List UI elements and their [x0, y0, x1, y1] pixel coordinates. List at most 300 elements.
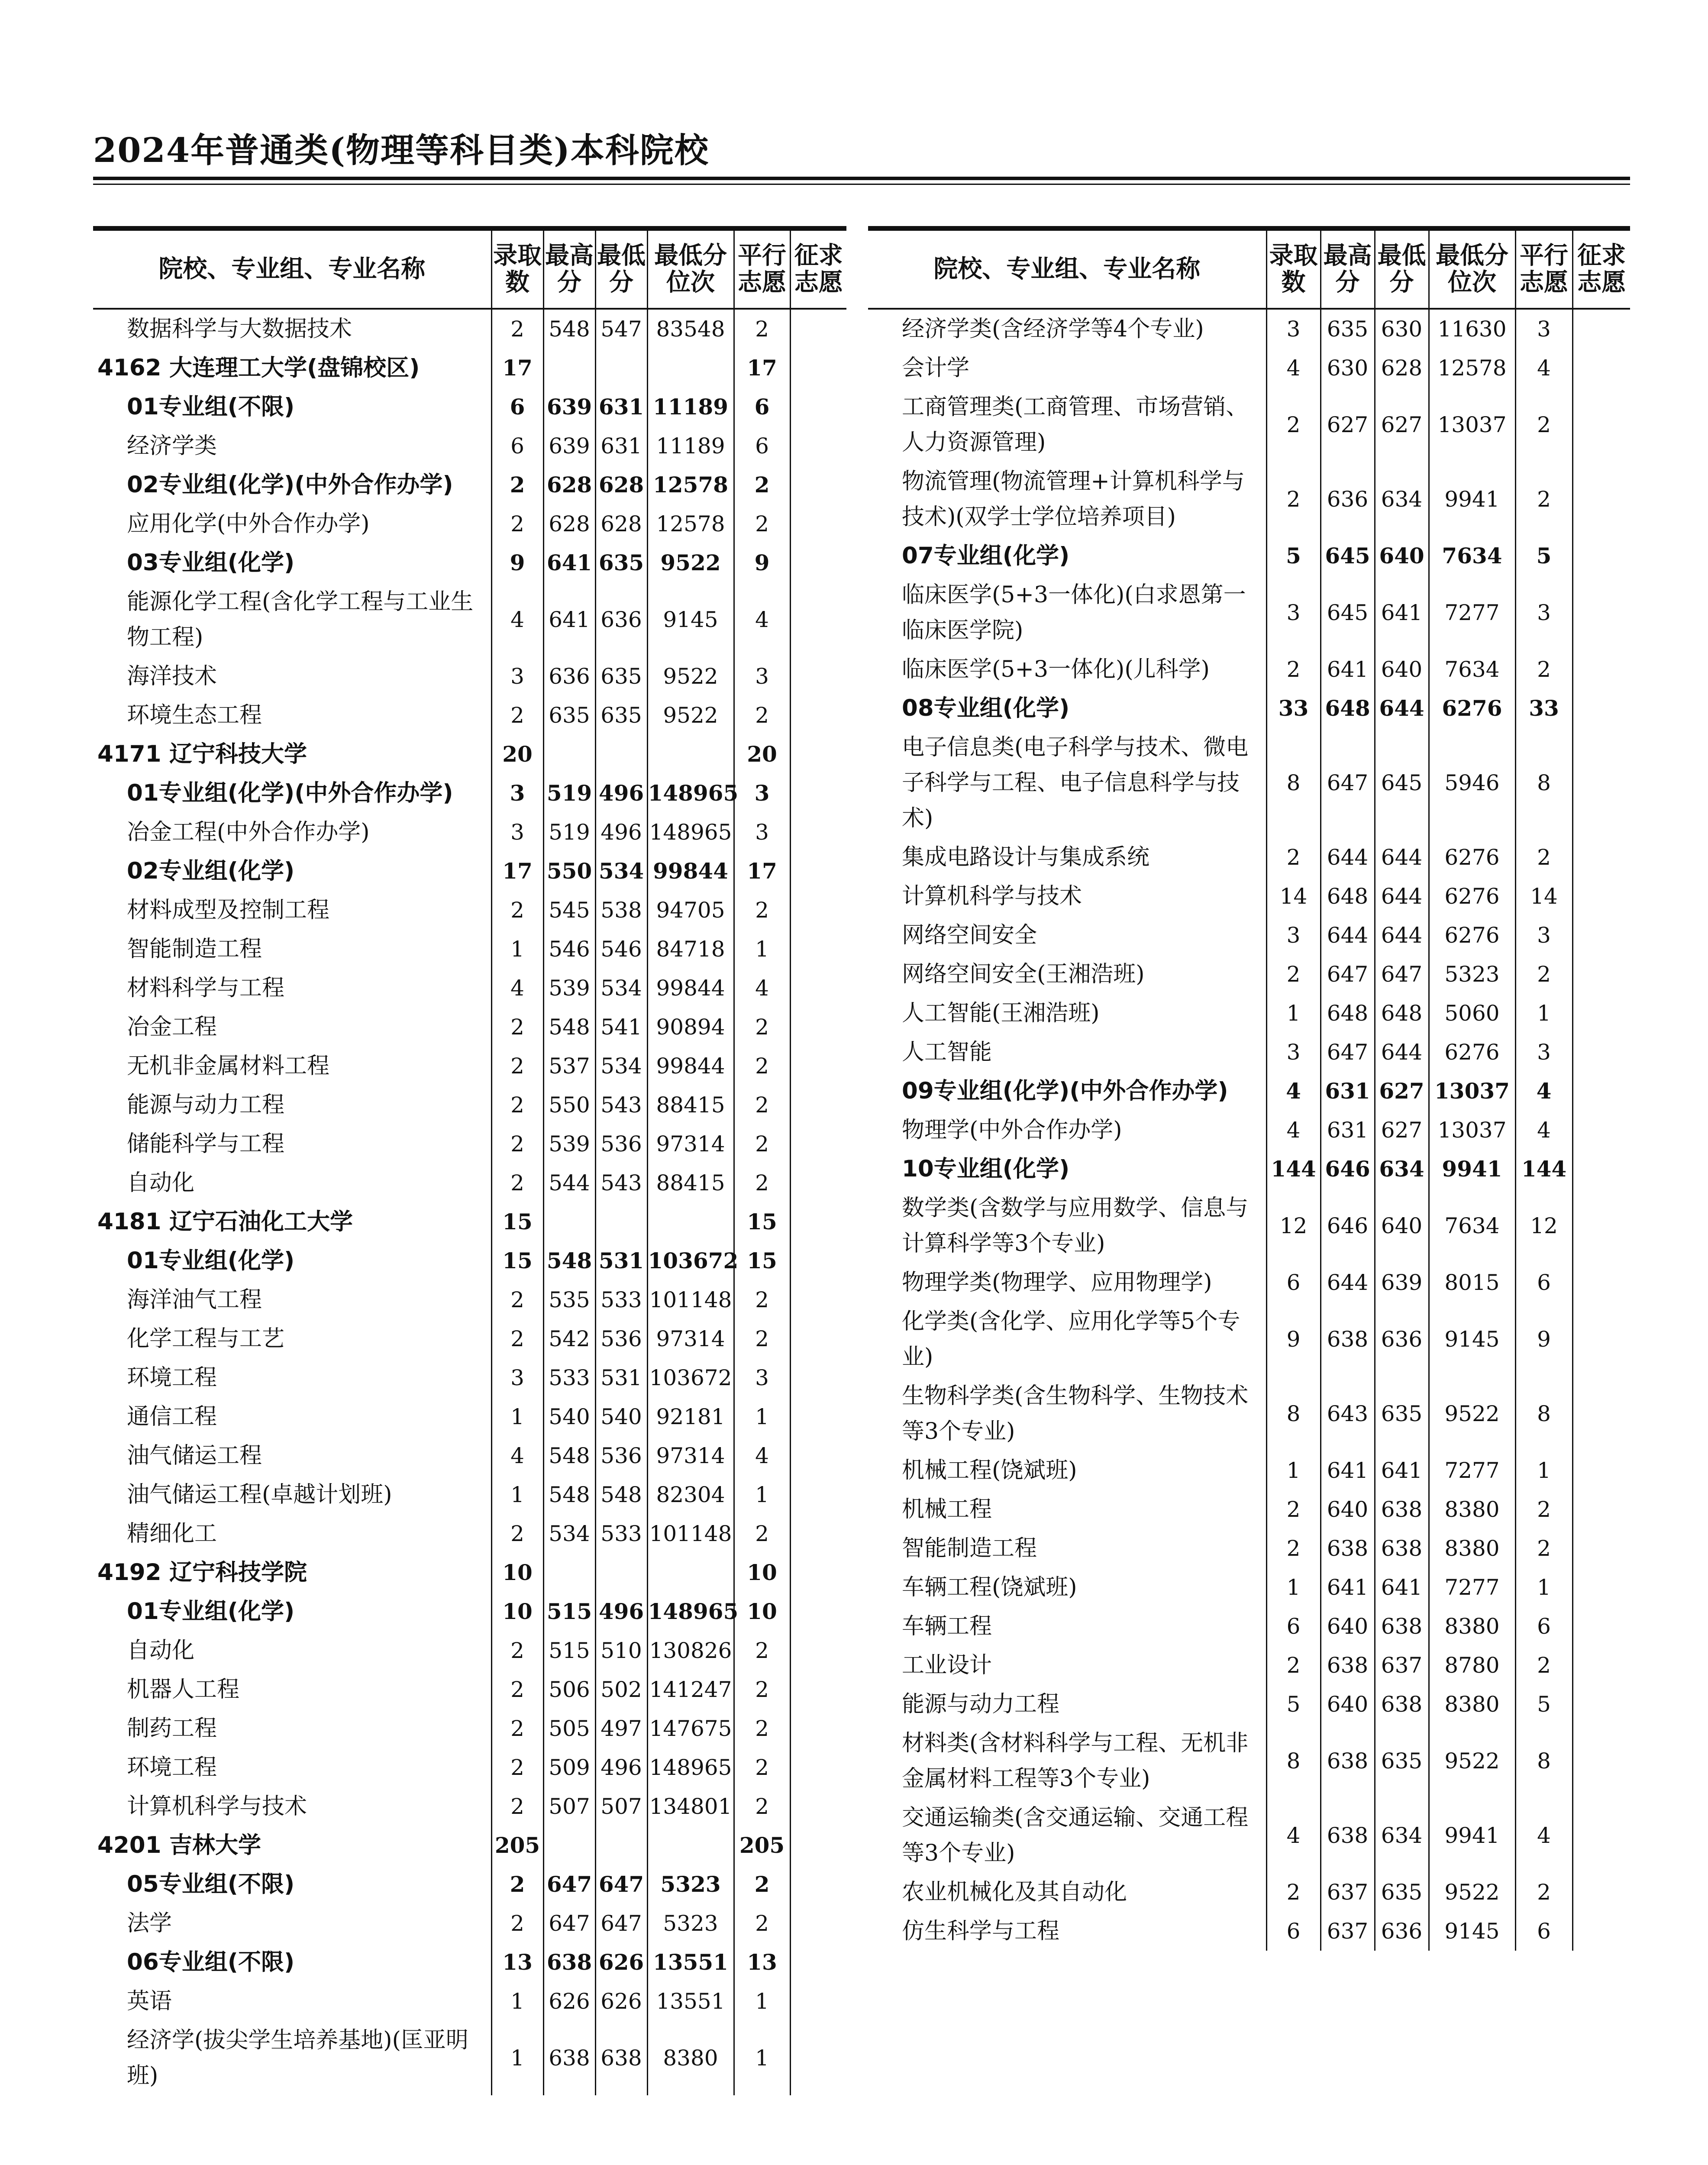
cell-max-score: 631 [1321, 1111, 1375, 1150]
cell-min-score: 533 [595, 1280, 647, 1319]
cell-name: 计算机科学与技术 [127, 1793, 307, 1819]
cell-admitted: 2 [1266, 650, 1321, 689]
cell-solicit [1572, 1568, 1630, 1607]
table-row [868, 1302, 1630, 1377]
cell-min-rank: 6276 [1429, 838, 1515, 877]
cell-name: 网络空间安全(王湘浩班) [902, 961, 1145, 987]
cell-admitted: 2 [491, 504, 543, 543]
cell-min-rank: 9941 [1429, 462, 1515, 536]
table-row [93, 1008, 846, 1047]
cell-admitted: 2 [491, 1319, 543, 1358]
cell-min-rank: 9522 [647, 657, 734, 696]
cell-parallel: 2 [734, 1709, 790, 1748]
cell-admitted: 2 [1266, 1490, 1321, 1529]
table-row [868, 994, 1630, 1033]
cell-solicit [790, 657, 846, 696]
cell-admitted: 2 [491, 1904, 543, 1943]
cell-max-score: 535 [543, 1280, 595, 1319]
cell-min-rank: 13551 [647, 1982, 734, 2021]
cell-min-score: 531 [595, 1241, 647, 1280]
table-row [93, 657, 846, 696]
cell-min-score: 631 [595, 388, 647, 427]
cell-admitted: 1 [491, 2021, 543, 2095]
table-row [868, 1111, 1630, 1150]
cell-min-score: 534 [595, 1047, 647, 1086]
cell-name: 通信工程 [127, 1404, 217, 1430]
cell-min-score: 626 [595, 1943, 647, 1982]
cell-parallel: 2 [734, 1904, 790, 1943]
table-row [93, 930, 846, 969]
cell-solicit [1572, 689, 1630, 728]
col-header-solicit: 征求志愿 [1572, 230, 1630, 309]
cell-parallel: 2 [734, 465, 790, 504]
cell-name: 法学 [127, 1910, 172, 1936]
col-header-name: 院校、专业组、专业名称 [868, 230, 1266, 309]
cell-min-rank: 11189 [647, 388, 734, 427]
cell-admitted: 4 [491, 969, 543, 1008]
cell-max-score: 640 [1321, 1490, 1375, 1529]
cell-solicit [790, 1241, 846, 1280]
cell-admitted: 10 [491, 1553, 543, 1592]
table-row [93, 1670, 846, 1709]
col-header-solicit: 征求志愿 [790, 230, 846, 309]
cell-max-score: 533 [543, 1358, 595, 1397]
cell-name: 4201 吉林大学 [97, 1832, 261, 1858]
table-header-row [93, 230, 846, 309]
cell-name: 01专业组(化学) [127, 1598, 295, 1625]
cell-max-score: 647 [543, 1904, 595, 1943]
table-row [868, 1685, 1630, 1724]
cell-name: 电子信息类(电子科学与技术、微电子科学与工程、电子信息科学与技术) [902, 734, 1249, 831]
cell-max-score [543, 349, 595, 388]
cell-min-score: 546 [595, 930, 647, 969]
cell-min-rank: 6276 [1429, 916, 1515, 955]
cell-admitted: 2 [491, 891, 543, 930]
cell-parallel: 33 [1515, 689, 1572, 728]
table-row [93, 1475, 846, 1514]
cell-max-score: 626 [543, 1982, 595, 2021]
cell-max-score: 638 [1321, 1724, 1375, 1798]
cell-max-score: 539 [543, 969, 595, 1008]
cell-parallel: 2 [734, 1514, 790, 1553]
cell-parallel: 6 [734, 388, 790, 427]
cell-min-rank: 101148 [647, 1514, 734, 1553]
cell-min-score: 639 [1375, 1263, 1429, 1302]
cell-admitted: 2 [1266, 838, 1321, 877]
table-row [868, 349, 1630, 388]
cell-parallel: 4 [1515, 1798, 1572, 1873]
cell-parallel: 6 [1515, 1607, 1572, 1646]
cell-name: 物理学(中外合作办学) [902, 1117, 1122, 1143]
cell-name: 01专业组(化学)(中外合作办学) [127, 780, 453, 806]
cell-min-rank: 141247 [647, 1670, 734, 1709]
cell-max-score: 631 [1321, 1072, 1375, 1111]
col-header-name: 院校、专业组、专业名称 [93, 230, 491, 309]
cell-max-score: 637 [1321, 1873, 1375, 1912]
cell-admitted: 2 [491, 696, 543, 735]
cell-parallel: 3 [1515, 309, 1572, 349]
cell-min-rank: 99844 [647, 969, 734, 1008]
cell-max-score: 506 [543, 1670, 595, 1709]
cell-admitted: 1 [491, 930, 543, 969]
cell-min-score [595, 735, 647, 774]
cell-min-rank: 8380 [1429, 1529, 1515, 1568]
cell-solicit [790, 1397, 846, 1436]
cell-min-score: 548 [595, 1475, 647, 1514]
cell-max-score: 647 [1321, 955, 1375, 994]
university-row [93, 1202, 846, 1241]
cell-parallel: 2 [734, 1086, 790, 1125]
cell-admitted: 4 [491, 582, 543, 657]
cell-admitted: 6 [491, 388, 543, 427]
cell-max-score: 550 [543, 1086, 595, 1125]
cell-max-score: 539 [543, 1125, 595, 1163]
cell-name: 油气储运工程(卓越计划班) [127, 1482, 392, 1508]
cell-min-score: 531 [595, 1358, 647, 1397]
cell-min-score: 640 [1375, 1189, 1429, 1263]
cell-min-rank: 8380 [1429, 1685, 1515, 1724]
cell-min-rank: 6276 [1429, 1033, 1515, 1072]
cell-min-score: 636 [1375, 1912, 1429, 1951]
cell-min-rank [647, 1202, 734, 1241]
table-row [93, 1436, 846, 1475]
cell-max-score: 548 [543, 1241, 595, 1280]
cell-max-score: 548 [543, 309, 595, 349]
cell-min-score: 644 [1375, 916, 1429, 955]
group-row [93, 465, 846, 504]
cell-max-score: 645 [1321, 575, 1375, 650]
table-row [93, 1319, 846, 1358]
cell-parallel: 8 [1515, 1377, 1572, 1451]
cell-admitted: 10 [491, 1592, 543, 1631]
cell-min-score: 635 [595, 696, 647, 735]
cell-name: 06专业组(不限) [127, 1949, 295, 1975]
cell-min-rank: 7277 [1429, 1568, 1515, 1607]
cell-parallel: 17 [734, 349, 790, 388]
cell-solicit [1572, 1685, 1630, 1724]
cell-solicit [790, 930, 846, 969]
cell-min-score: 645 [1375, 728, 1429, 838]
cell-solicit [790, 774, 846, 813]
table-row [93, 582, 846, 657]
cell-admitted: 2 [1266, 388, 1321, 462]
cell-parallel: 5 [1515, 1685, 1572, 1724]
cell-admitted: 2 [491, 1514, 543, 1553]
cell-solicit [1572, 1263, 1630, 1302]
cell-admitted: 1 [1266, 994, 1321, 1033]
cell-min-score: 534 [595, 969, 647, 1008]
cell-name: 仿生科学与工程 [902, 1918, 1060, 1944]
table-row [93, 309, 846, 349]
cell-solicit [1572, 1646, 1630, 1685]
group-row [93, 543, 846, 582]
cell-max-score: 627 [1321, 388, 1375, 462]
cell-min-score: 638 [595, 2021, 647, 2095]
cell-parallel: 2 [734, 1047, 790, 1086]
cell-min-rank: 5323 [647, 1904, 734, 1943]
cell-min-score: 635 [595, 657, 647, 696]
cell-max-score: 647 [543, 1865, 595, 1904]
cell-parallel: 4 [734, 969, 790, 1008]
table-row [93, 1125, 846, 1163]
cell-name: 海洋油气工程 [127, 1287, 262, 1313]
cell-solicit [790, 1982, 846, 2021]
cell-min-score: 641 [1375, 1451, 1429, 1490]
cell-admitted: 8 [1266, 1377, 1321, 1451]
cell-admitted: 144 [1266, 1150, 1321, 1189]
cell-min-score: 502 [595, 1670, 647, 1709]
group-row [93, 1241, 846, 1280]
cell-parallel: 2 [734, 1748, 790, 1787]
col-header-parallel: 平行志愿 [734, 230, 790, 309]
table-row [868, 1912, 1630, 1951]
cell-solicit [790, 1553, 846, 1592]
cell-max-score: 509 [543, 1748, 595, 1787]
cell-min-score: 634 [1375, 1150, 1429, 1189]
cell-min-score: 536 [595, 1319, 647, 1358]
cell-min-rank: 12578 [647, 465, 734, 504]
cell-min-score: 540 [595, 1397, 647, 1436]
table-row [868, 309, 1630, 349]
cell-max-score: 638 [543, 1943, 595, 1982]
cell-admitted: 3 [1266, 575, 1321, 650]
cell-min-score: 644 [1375, 838, 1429, 877]
cell-name: 机械工程(饶斌班) [902, 1457, 1077, 1483]
cell-admitted: 3 [491, 813, 543, 852]
cell-solicit [790, 1943, 846, 1982]
cell-max-score: 635 [1321, 309, 1375, 349]
cell-max-score: 540 [543, 1397, 595, 1436]
cell-parallel: 5 [1515, 536, 1572, 575]
cell-max-score: 515 [543, 1592, 595, 1631]
cell-solicit [1572, 1451, 1630, 1490]
cell-min-rank: 92181 [647, 1397, 734, 1436]
cell-admitted: 1 [491, 1982, 543, 2021]
cell-min-score: 534 [595, 852, 647, 891]
table-row [868, 1873, 1630, 1912]
cell-name: 机械工程 [902, 1496, 992, 1522]
cell-parallel: 2 [734, 1787, 790, 1826]
cell-admitted: 17 [491, 852, 543, 891]
cell-min-rank: 103672 [647, 1358, 734, 1397]
cell-admitted: 2 [491, 1008, 543, 1047]
cell-max-score: 645 [1321, 536, 1375, 575]
table-row [868, 955, 1630, 994]
cell-min-rank: 12578 [1429, 349, 1515, 388]
cell-parallel: 10 [734, 1592, 790, 1631]
cell-min-score: 644 [1375, 1033, 1429, 1072]
cell-name: 09专业组(化学)(中外合作办学) [902, 1078, 1228, 1104]
cell-admitted: 12 [1266, 1189, 1321, 1263]
cell-max-score: 647 [1321, 1033, 1375, 1072]
cell-solicit [790, 504, 846, 543]
cell-name: 物流管理(物流管理+计算机科学与技术)(双学士学位培养项目) [902, 469, 1245, 530]
cell-min-rank [647, 1553, 734, 1592]
cell-admitted: 20 [491, 735, 543, 774]
cell-min-rank: 97314 [647, 1436, 734, 1475]
cell-admitted: 2 [491, 1280, 543, 1319]
cell-solicit [790, 1904, 846, 1943]
table-row [868, 1377, 1630, 1451]
cell-min-rank: 84718 [647, 930, 734, 969]
cell-min-rank: 9522 [647, 543, 734, 582]
cell-min-score: 496 [595, 774, 647, 813]
table-row [868, 1724, 1630, 1798]
cell-parallel: 3 [734, 774, 790, 813]
cell-solicit [1572, 462, 1630, 536]
cell-solicit [1572, 388, 1630, 462]
university-row [93, 735, 846, 774]
cell-solicit [790, 969, 846, 1008]
cell-min-score: 641 [1375, 1568, 1429, 1607]
cell-admitted: 2 [491, 309, 543, 349]
left-admission-table [93, 226, 846, 2095]
table-row [93, 1709, 846, 1748]
cell-name: 农业机械化及其自动化 [902, 1879, 1127, 1905]
cell-parallel: 6 [1515, 1263, 1572, 1302]
cell-min-score: 630 [1375, 309, 1429, 349]
group-row [868, 536, 1630, 575]
cell-admitted: 2 [1266, 955, 1321, 994]
cell-admitted: 2 [1266, 1529, 1321, 1568]
cell-name: 化学类(含化学、应用化学等5个专业) [902, 1309, 1240, 1370]
cell-solicit [1572, 1377, 1630, 1451]
cell-name: 人工智能 [902, 1039, 992, 1065]
cell-min-rank: 9145 [1429, 1912, 1515, 1951]
cell-max-score: 648 [1321, 877, 1375, 916]
cell-solicit [1572, 1607, 1630, 1646]
table-row [868, 1189, 1630, 1263]
cell-min-score: 626 [595, 1982, 647, 2021]
cell-max-score: 641 [543, 582, 595, 657]
cell-min-score: 536 [595, 1436, 647, 1475]
cell-solicit [1572, 728, 1630, 838]
cell-name: 02专业组(化学)(中外合作办学) [127, 472, 453, 498]
cell-min-score [595, 349, 647, 388]
cell-name: 05专业组(不限) [127, 1871, 295, 1897]
cell-admitted: 4 [1266, 1111, 1321, 1150]
cell-min-rank: 7634 [1429, 536, 1515, 575]
cell-min-rank: 103672 [647, 1241, 734, 1280]
cell-min-score: 541 [595, 1008, 647, 1047]
cell-solicit [790, 1280, 846, 1319]
cell-solicit [790, 1125, 846, 1163]
cell-min-score: 638 [1375, 1685, 1429, 1724]
cell-name: 环境工程 [127, 1755, 217, 1780]
cell-parallel: 144 [1515, 1150, 1572, 1189]
cell-admitted: 3 [1266, 1033, 1321, 1072]
cell-admitted: 1 [1266, 1568, 1321, 1607]
cell-max-score: 628 [543, 465, 595, 504]
cell-parallel: 3 [1515, 1033, 1572, 1072]
cell-min-rank: 6276 [1429, 689, 1515, 728]
cell-min-rank [647, 349, 734, 388]
cell-solicit [1572, 1302, 1630, 1377]
cell-solicit [1572, 955, 1630, 994]
cell-min-rank: 9522 [1429, 1873, 1515, 1912]
cell-min-score: 635 [1375, 1873, 1429, 1912]
cell-admitted: 9 [1266, 1302, 1321, 1377]
cell-solicit [1572, 536, 1630, 575]
cell-parallel: 2 [734, 696, 790, 735]
cell-min-score: 638 [1375, 1607, 1429, 1646]
cell-parallel: 3 [734, 1358, 790, 1397]
cell-solicit [1572, 349, 1630, 388]
cell-solicit [790, 1787, 846, 1826]
cell-min-rank: 134801 [647, 1787, 734, 1826]
cell-min-rank: 97314 [647, 1125, 734, 1163]
cell-parallel: 2 [734, 309, 790, 349]
col-header-min-rank: 最低分位次 [647, 230, 734, 309]
cell-parallel: 3 [1515, 916, 1572, 955]
cell-solicit [790, 1319, 846, 1358]
cell-max-score: 644 [1321, 1263, 1375, 1302]
cell-solicit [790, 891, 846, 930]
cell-min-rank: 9522 [1429, 1377, 1515, 1451]
cell-min-rank: 88415 [647, 1086, 734, 1125]
table-row [93, 427, 846, 465]
table-row [93, 504, 846, 543]
cell-min-rank: 148965 [647, 813, 734, 852]
cell-min-score: 636 [1375, 1302, 1429, 1377]
cell-name: 数学类(含数学与应用数学、信息与计算科学等3个专业) [902, 1195, 1249, 1257]
cell-name: 工商管理类(工商管理、市场营销、人力资源管理) [902, 394, 1249, 456]
cell-min-rank: 8380 [647, 2021, 734, 2095]
cell-min-rank: 99844 [647, 1047, 734, 1086]
cell-max-score: 507 [543, 1787, 595, 1826]
cell-solicit [790, 1592, 846, 1631]
cell-admitted: 5 [1266, 536, 1321, 575]
cell-admitted: 13 [491, 1943, 543, 1982]
table-row [868, 877, 1630, 916]
cell-max-score [543, 1553, 595, 1592]
cell-max-score: 647 [1321, 728, 1375, 838]
cell-min-rank: 9145 [1429, 1302, 1515, 1377]
cell-solicit [790, 309, 846, 349]
col-header-parallel: 平行志愿 [1515, 230, 1572, 309]
cell-admitted: 2 [491, 1047, 543, 1086]
cell-parallel: 4 [1515, 1072, 1572, 1111]
cell-max-score: 515 [543, 1631, 595, 1670]
cell-min-rank: 11189 [647, 427, 734, 465]
cell-min-score: 635 [1375, 1377, 1429, 1451]
cell-parallel: 3 [734, 813, 790, 852]
cell-name: 02专业组(化学) [127, 858, 295, 884]
cell-name: 经济学(拔尖学生培养基地)(匡亚明班) [127, 2027, 468, 2089]
col-header-admitted: 录取数 [491, 230, 543, 309]
cell-min-score [595, 1202, 647, 1241]
cell-name: 英语 [127, 1988, 172, 2014]
cell-min-rank: 13037 [1429, 388, 1515, 462]
cell-solicit [790, 1047, 846, 1086]
cell-min-rank: 148965 [647, 1592, 734, 1631]
cell-max-score: 641 [1321, 650, 1375, 689]
cell-min-rank: 130826 [647, 1631, 734, 1670]
cell-min-score: 647 [595, 1904, 647, 1943]
cell-min-score: 628 [595, 504, 647, 543]
cell-name: 交通运输类(含交通运输、交通工程等3个专业) [902, 1805, 1249, 1866]
cell-parallel: 9 [734, 543, 790, 582]
group-row [93, 1865, 846, 1904]
cell-max-score [543, 1826, 595, 1865]
cell-min-rank: 8015 [1429, 1263, 1515, 1302]
cell-name: 自动化 [127, 1638, 195, 1664]
cell-parallel: 2 [734, 1125, 790, 1163]
cell-max-score: 639 [543, 427, 595, 465]
table-row [93, 1086, 846, 1125]
cell-min-rank: 5946 [1429, 728, 1515, 838]
cell-admitted: 3 [491, 657, 543, 696]
